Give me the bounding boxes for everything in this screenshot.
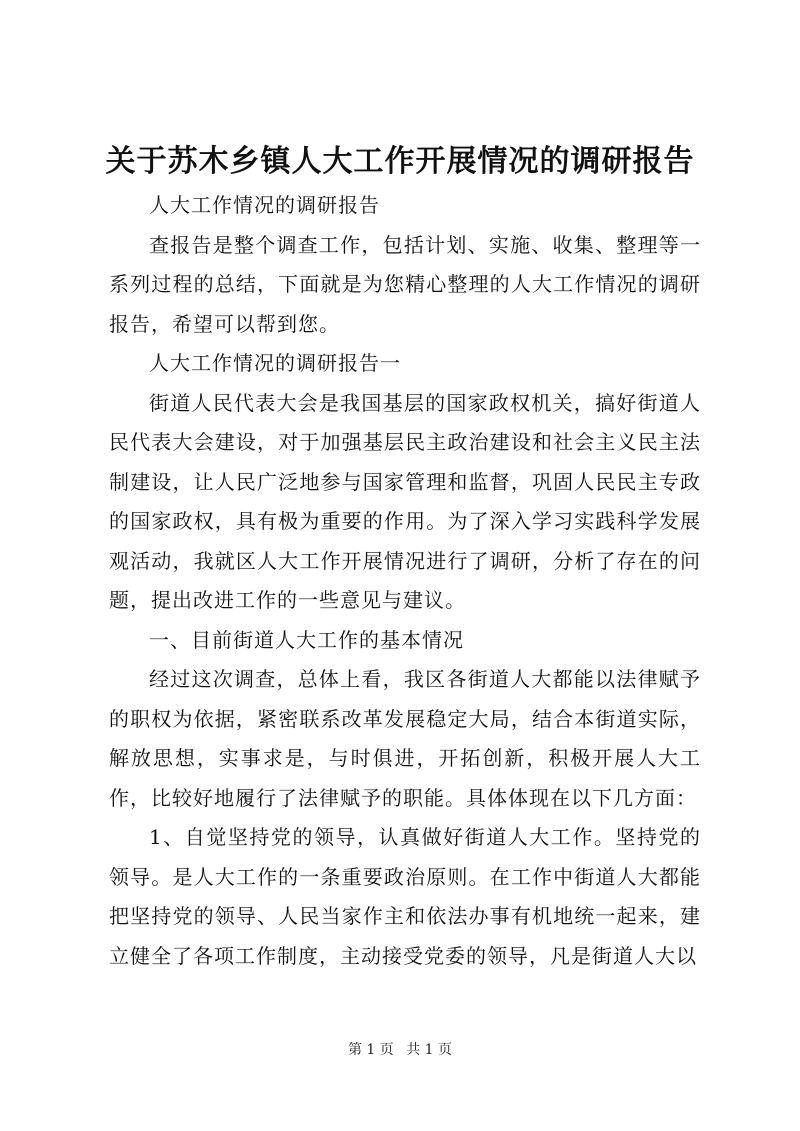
paragraph-survey-summary: 经过这次调查，总体上看，我区各街道人大都能以法律赋予的职权为依据，紧密联系改革发展稳定大局，结合本街道实际，解放思想，实事求是，与时俱进，开拓创新，积极开展人大工作，比较好地履行了法律赋予的职能。具体体现在以下几方面： [109,667,701,810]
paragraph-section-heading: 人大工作情况的调研报告一 [149,351,401,375]
page-footer [0,1040,800,1060]
paragraph-intro: 查报告是整个调查工作，包括计划、实施、收集、整理等一系列过程的总结，下面就是为您精心整理的人大工作情况的调研报告，希望可以帮到您。 [109,232,701,336]
paragraph-background: 街道人民代表大会是我国基层的国家政权机关，搞好街道人民代表大会建设，对于加强基层民主政治建设和社会主义民主法制建设，让人民广泛地参与国家管理和监督，巩固人民民主专政的国家政权，具有极为重要的作用。为了深入学习实践科学发展观活动，我就区人大工作开展情况进行了调研，分析了存在的问题，提出改进工作的一些意见与建议。 [109,390,701,612]
page-number: 第 1 页 [347,1042,394,1058]
paragraph-subtitle: 人大工作情况的调研报告 [149,193,380,217]
document-title: 关于苏木乡镇人大工作开展情况的调研报告 [105,144,695,179]
paragraph-point-one: 1、自觉坚持党的领导，认真做好街道人大工作。坚持党的领导。是人大工作的一条重要政治原则。在工作中街道人大都能把坚持党的领导、人民当家作主和依法办事有机地统一起来，建立健全了各项工作制度，主动接受党委的领导，凡是街道人大以 [109,825,701,968]
document-body [109,186,701,976]
page-total: 共 1 页 [406,1042,453,1058]
paragraph-heading-basic-situation: 一、目前街道人大工作的基本情况 [149,627,464,652]
